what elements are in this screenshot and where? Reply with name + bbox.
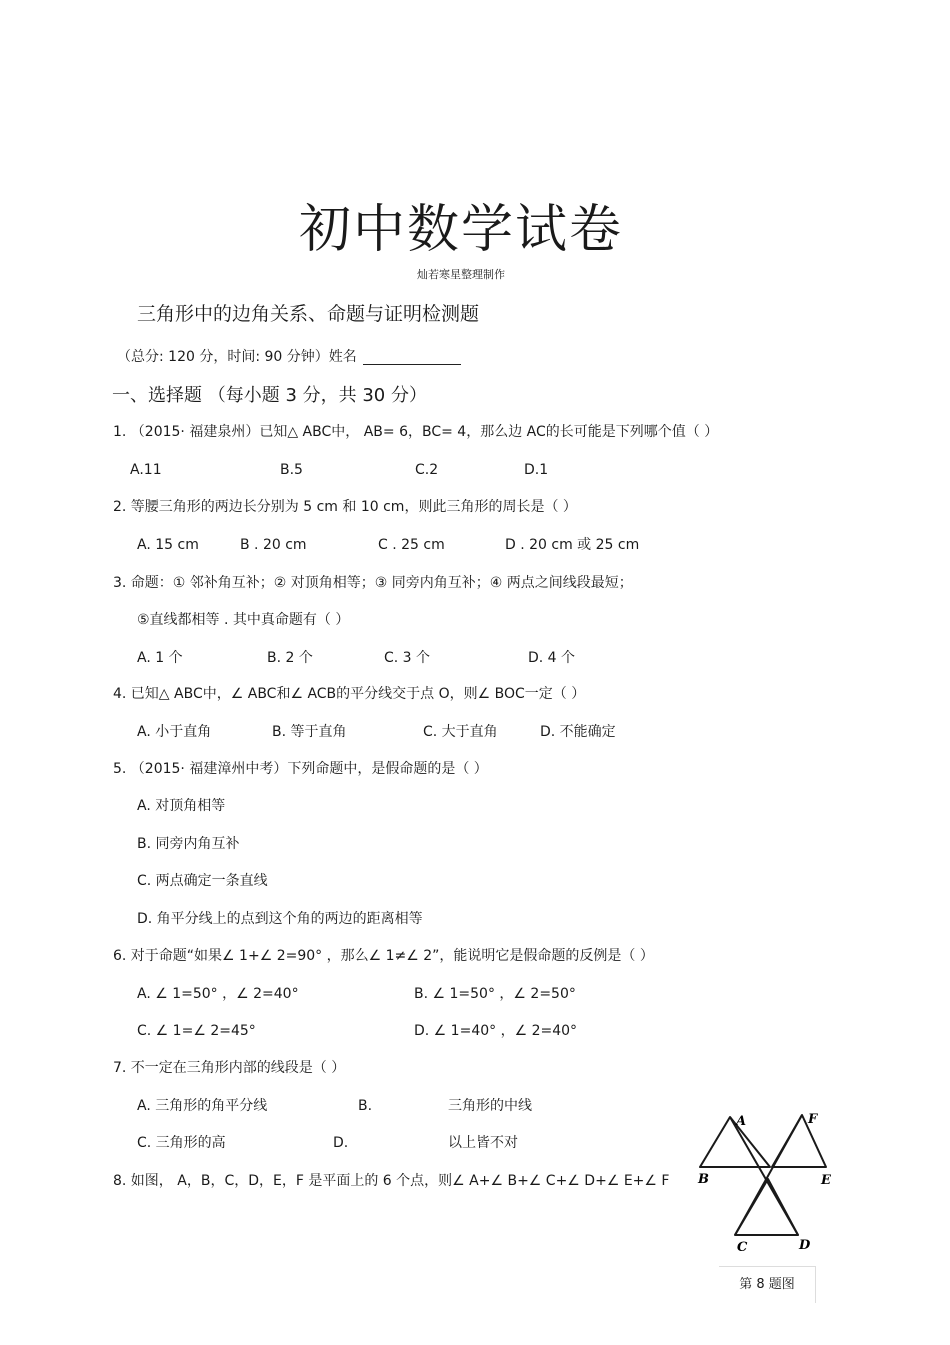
question-7-option-a: A. 三角形的角平分线 [137,1098,268,1114]
question-6-option-b: B. ∠ 1=50° ，∠ 2=50° [414,986,576,1002]
author-line: 灿若寒星整理制作 [417,268,505,281]
exam-info-text: （总分: 120 分，时间: 90 分钟）姓名 [117,349,357,365]
line-ad [730,1117,798,1235]
question-7-option-d-letter: D. [333,1135,349,1151]
question-2-option-d: D . 20 cm 或 25 cm [505,537,640,553]
question-6-stem: 6. 对于命题“如果∠ 1+∠ 2=90° ，那么∠ 1≠∠ 2”，能说明它是假命题的反例是（ ） [113,948,654,964]
question-2-option-b: B . 20 cm [240,537,307,553]
section-heading: 一、选择题 （每小题 3 分，共 30 分） [112,385,427,406]
question-1-option-b: B.5 [280,462,303,478]
question-5-stem: 5. （2015· 福建漳州中考）下列命题中，是假命题的是（ ） [113,761,488,777]
question-7-option-d-text: 以上皆不对 [448,1135,518,1151]
triangle-fe [772,1115,826,1167]
question-3-stem: 3. 命题：① 邻补角互补；② 对顶角相等；③ 同旁内角互补；④ 两点之间线段最短； [113,575,633,591]
question-5-option-b: B. 同旁内角互补 [137,836,240,852]
question-1-option-c: C.2 [415,462,439,478]
question-3-option-a: A. 1 个 [137,650,183,666]
label-f: F [808,1112,818,1127]
question-4-stem: 4. 已知△ ABC中，∠ ABC和∠ ACB的平分线交于点 O，则∠ BOC一定（ ） [113,686,586,702]
question-1-stem: 1. （2015· 福建泉州）已知△ ABC中， AB= 6，BC= 4，那么边 AC的长可能是下列哪个值（ ） [113,424,719,440]
question-8-stem: 8. 如图， A，B，C，D，E，F 是平面上的 6 个点，则∠ A+∠ B+∠ C+∠ D+∠ E+∠ F [113,1173,670,1189]
question-7-stem: 7. 不一定在三角形内部的线段是（ ） [113,1060,346,1076]
exam-subtitle: 三角形中的边角关系、命题与证明检测题 [137,303,480,325]
label-c: C [737,1240,748,1255]
question-3-option-b: B. 2 个 [267,650,313,666]
page-title: 初中数学试卷 [298,200,623,260]
label-b: B [698,1172,709,1187]
question-2-stem: 2. 等腰三角形的两边长分别为 5 cm 和 10 cm，则此三角形的周长是（ ） [113,499,577,515]
name-blank[interactable] [363,348,461,365]
question-6-option-d: D. ∠ 1=40° ，∠ 2=40° [414,1023,578,1039]
question-4-option-b: B. 等于直角 [272,724,347,740]
question-3-option-d: D. 4 个 [528,650,576,666]
question-2-option-c: C . 25 cm [378,537,445,553]
label-a: A [736,1114,747,1129]
question-2-option-a: A. 15 cm [137,537,199,553]
question-5-option-d: D. 角平分线上的点到这个角的两边的距离相等 [137,911,423,927]
label-e: E [821,1173,831,1188]
question-3-stem-line2: ⑤直线都相等 . 其中真命题有（ ） [137,612,350,628]
question-4-option-d: D. 不能确定 [540,724,616,740]
figure-caption: 第 8 题图 [719,1266,816,1303]
exam-info [117,347,461,367]
question-5-option-c: C. 两点确定一条直线 [137,873,268,889]
question-7-option-c: C. 三角形的高 [137,1135,226,1151]
question-1-option-a: A.11 [130,462,162,478]
question-4-option-a: A. 小于直角 [137,724,212,740]
question-5-option-a: A. 对顶角相等 [137,798,226,814]
question-1-option-d: D.1 [524,462,549,478]
question-6-option-a: A. ∠ 1=50° ，∠ 2=40° [137,986,299,1002]
question-4-option-c: C. 大于直角 [423,724,498,740]
triangle-figure [690,1105,840,1255]
question-3-option-c: C. 3 个 [384,650,431,666]
label-d: D [799,1238,811,1253]
triangle-cd [735,1179,798,1235]
question-7-option-b-letter: B. [358,1098,373,1114]
question-6-option-c: C. ∠ 1=∠ 2=45° [137,1023,256,1039]
question-7-option-b-text: 三角形的中线 [448,1098,532,1114]
line-fc [735,1115,802,1235]
